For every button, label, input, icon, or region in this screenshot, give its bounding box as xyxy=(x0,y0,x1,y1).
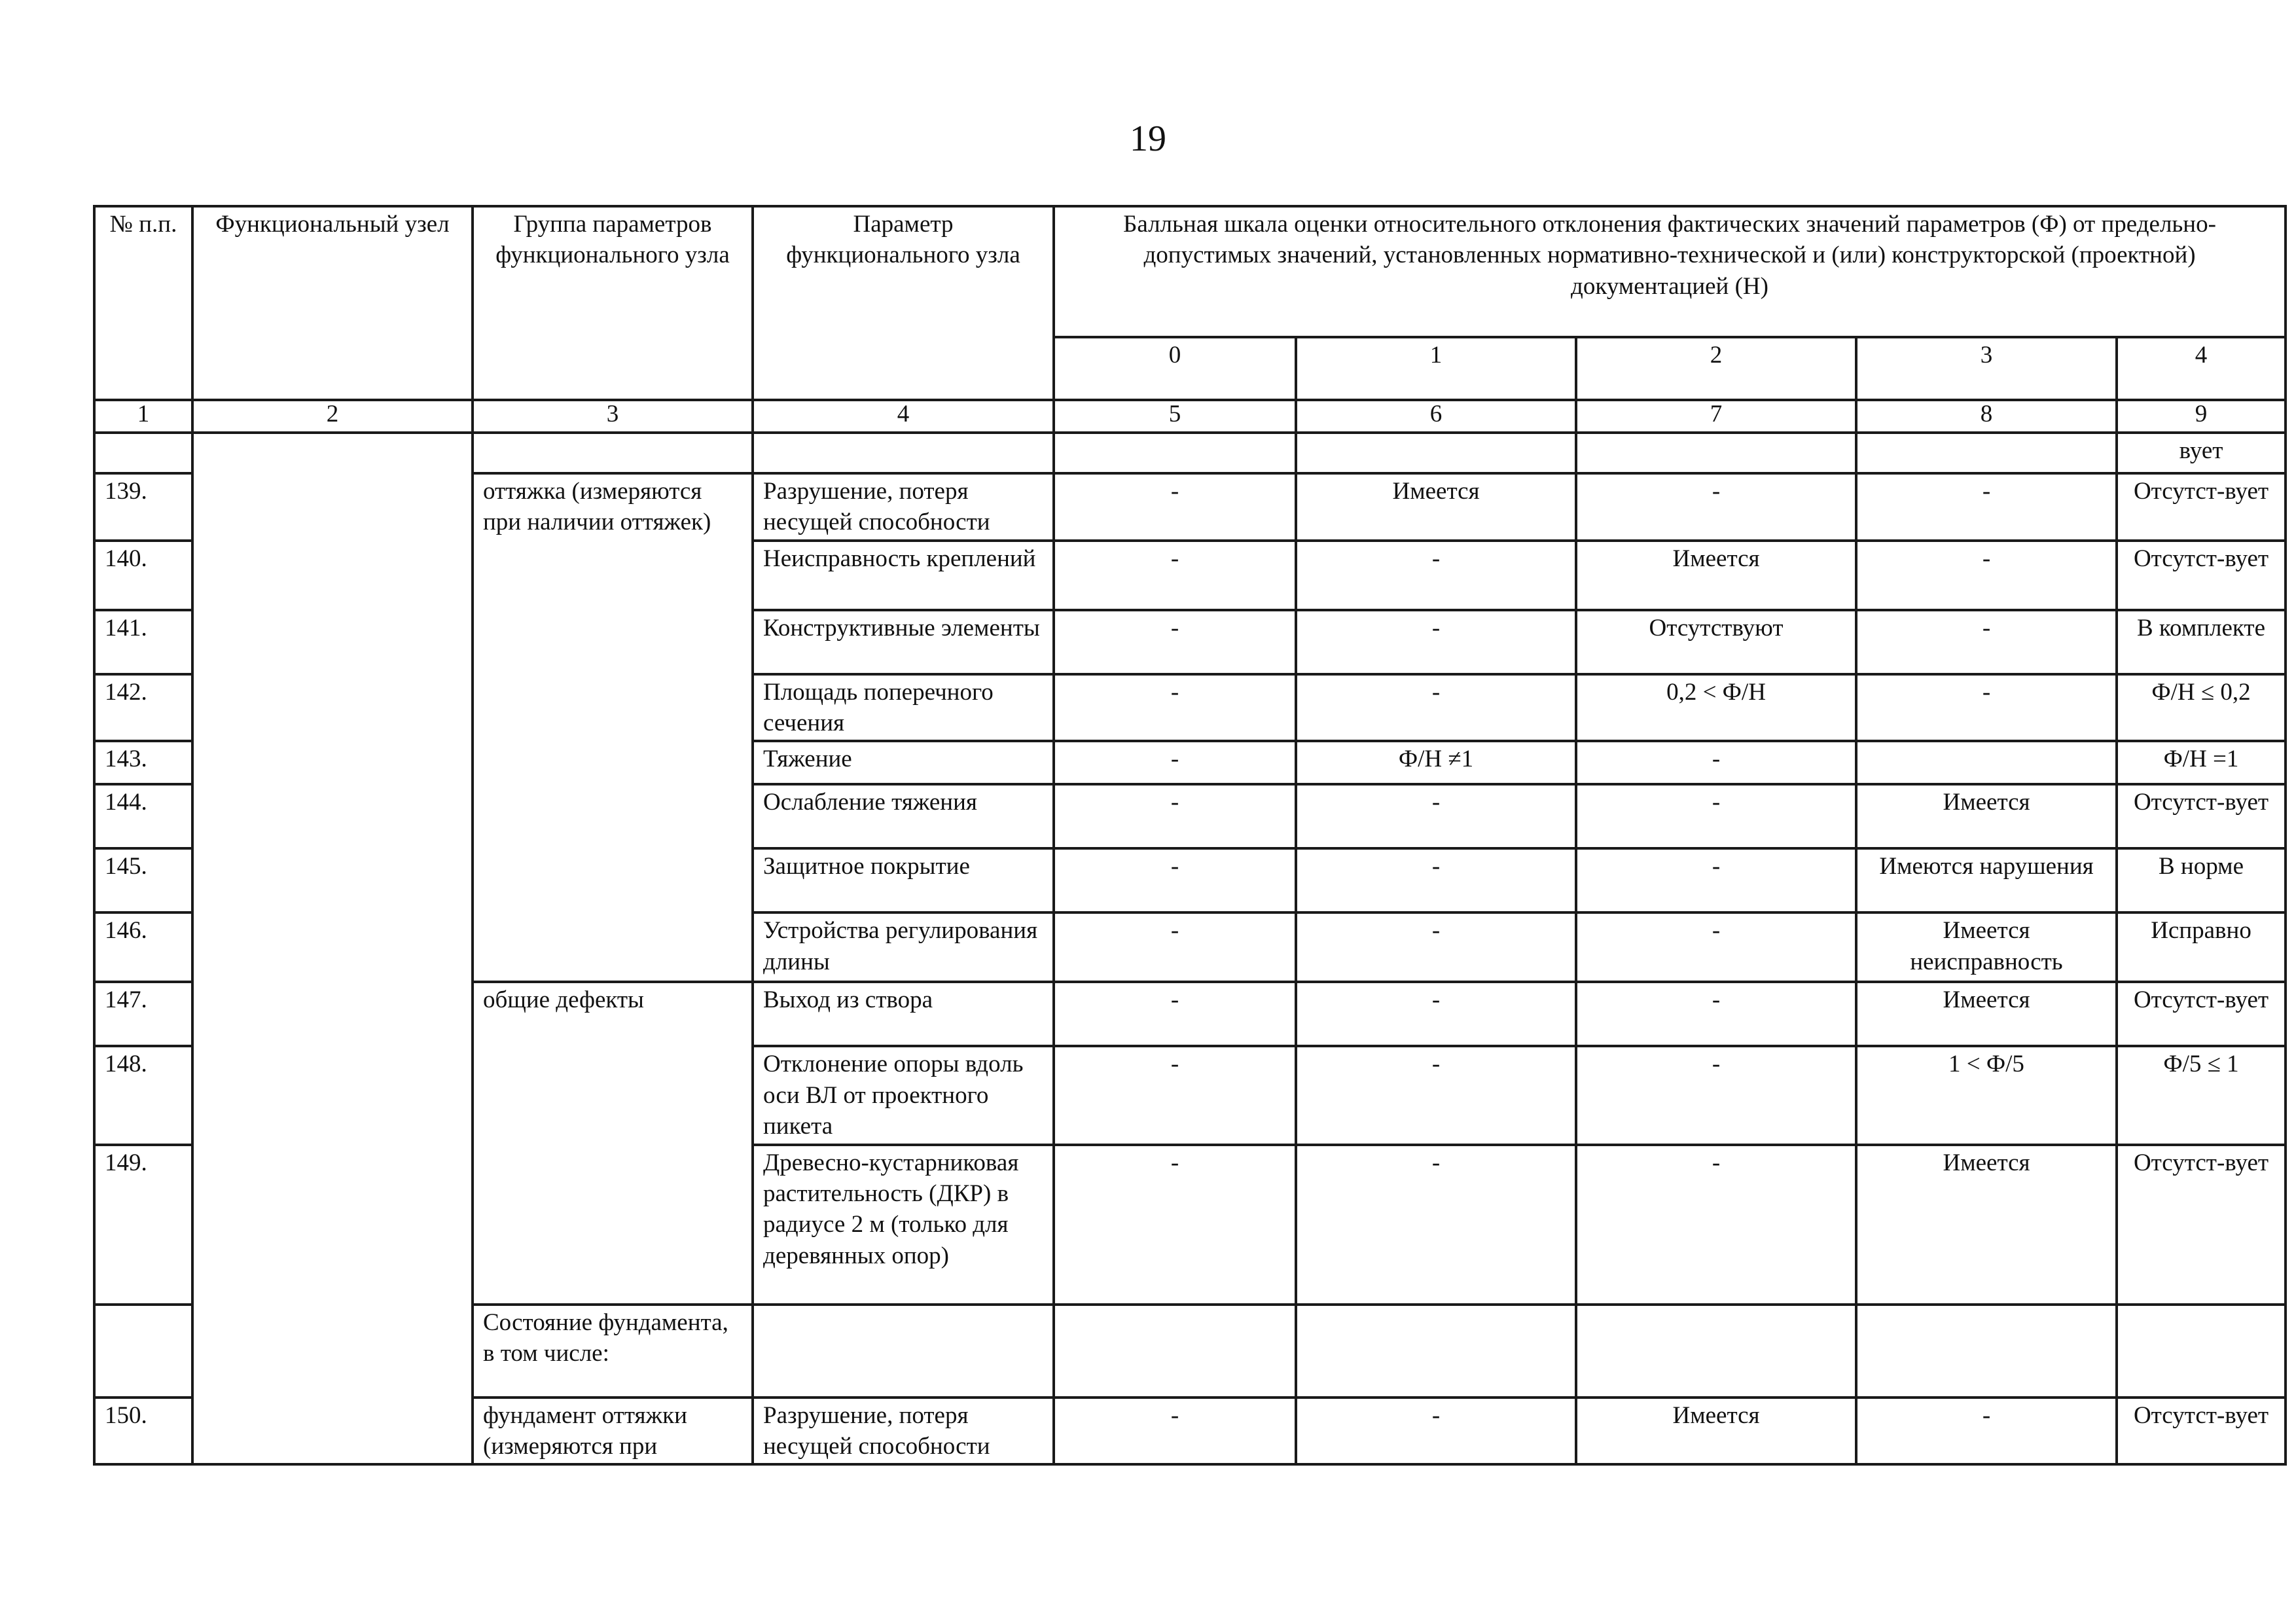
score-4-cell: В норме xyxy=(2117,848,2286,912)
param-cell: Выход из створа xyxy=(753,982,1054,1046)
score-0-cell: - xyxy=(1054,541,1296,610)
score-3-cell: - xyxy=(1856,541,2117,610)
header-group: Группа параметров функционального узла xyxy=(473,206,753,400)
row-number: 149. xyxy=(94,1145,192,1305)
score-3-cell: Имеется неисправность xyxy=(1856,912,2117,982)
score-0-cell: - xyxy=(1054,784,1296,848)
param-cell: Площадь поперечного сечения xyxy=(753,674,1054,742)
row-number: 146. xyxy=(94,912,192,982)
column-index-row xyxy=(94,400,2286,433)
score-4-cell: Отсутст-вует xyxy=(2117,784,2286,848)
score-0: 0 xyxy=(1054,337,1296,400)
score-2-cell: - xyxy=(1576,473,1856,541)
param-cell: Устройства регулирования длины xyxy=(753,912,1054,982)
index-cell: 5 xyxy=(1054,400,1296,433)
score-3-cell xyxy=(1856,741,2117,784)
score-0-cell: - xyxy=(1054,674,1296,742)
page-number: 19 xyxy=(1130,118,1166,159)
score-0-cell: - xyxy=(1054,1046,1296,1144)
param-cell: Разрушение, потеря несущей способности xyxy=(753,1398,1054,1465)
score-1-cell: - xyxy=(1296,610,1576,674)
param-cell: Тяжение xyxy=(753,741,1054,784)
row-number: 143. xyxy=(94,741,192,784)
score-1-cell: Ф/Н ≠1 xyxy=(1296,741,1576,784)
score-2-cell: 0,2 < Ф/Н xyxy=(1576,674,1856,742)
row-number: 148. xyxy=(94,1046,192,1144)
index-cell: 7 xyxy=(1576,400,1856,433)
row-number: 142. xyxy=(94,674,192,742)
header-num: № п.п. xyxy=(94,206,192,400)
group-cell: фундамент оттяжки (измеряются при xyxy=(473,1398,753,1465)
param-cell: Отклонение опоры вдоль оси ВЛ от проектного пикета xyxy=(753,1046,1054,1144)
index-cell: 4 xyxy=(753,400,1054,433)
score-4-cell: Отсутст-вует xyxy=(2117,982,2286,1046)
score-1-cell: - xyxy=(1296,1046,1576,1144)
score-1-cell: Имеется xyxy=(1296,473,1576,541)
group-cell: общие дефекты xyxy=(473,982,753,1304)
score-2-cell: Имеется xyxy=(1576,541,1856,610)
score-1-cell: - xyxy=(1296,912,1576,982)
score-2-cell: - xyxy=(1576,1145,1856,1305)
score-2-cell: Имеется xyxy=(1576,1398,1856,1465)
score-1-cell: - xyxy=(1296,784,1576,848)
score-0-cell: - xyxy=(1054,1398,1296,1465)
score-4-cell: В комплекте xyxy=(2117,610,2286,674)
score-3-cell: 1 < Ф/5 xyxy=(1856,1046,2117,1144)
index-cell: 6 xyxy=(1296,400,1576,433)
index-cell: 8 xyxy=(1856,400,2117,433)
score-4-cell: Ф/Н =1 xyxy=(2117,741,2286,784)
index-cell: 3 xyxy=(473,400,753,433)
param-cell: Разрушение, потеря несущей способности xyxy=(753,473,1054,541)
score-0-cell: - xyxy=(1054,473,1296,541)
row-number: 139. xyxy=(94,473,192,541)
score-0-cell: - xyxy=(1054,610,1296,674)
header-node: Функциональный узел xyxy=(192,206,473,400)
score-4-cell: вует xyxy=(2117,433,2286,473)
index-cell: 1 xyxy=(94,400,192,433)
score-2-cell: - xyxy=(1576,1046,1856,1144)
header-scale: Балльная шкала оценки относительного отклонения фактических значений параметров (Ф) от предельно-допустимых значений, установленных нормативно-технической и (или) конструкторской (проектной) документацией (Н) xyxy=(1054,206,2286,337)
score-2-cell: - xyxy=(1576,741,1856,784)
score-2-cell: - xyxy=(1576,784,1856,848)
score-1-cell: - xyxy=(1296,1398,1576,1465)
score-4-cell: Отсутст-вует xyxy=(2117,1398,2286,1465)
score-2-cell: Отсутствуют xyxy=(1576,610,1856,674)
row-number: 141. xyxy=(94,610,192,674)
score-4-cell: Отсутст-вует xyxy=(2117,541,2286,610)
index-cell: 2 xyxy=(192,400,473,433)
assessment-table xyxy=(93,205,2287,1466)
table-row xyxy=(94,433,2286,473)
param-cell: Конструктивные элементы xyxy=(753,610,1054,674)
score-3-cell: - xyxy=(1856,473,2117,541)
score-2-cell: - xyxy=(1576,912,1856,982)
score-0-cell: - xyxy=(1054,848,1296,912)
score-3-cell: Имеется xyxy=(1856,784,2117,848)
score-2: 2 xyxy=(1576,337,1856,400)
score-1-cell: - xyxy=(1296,848,1576,912)
param-cell: Неисправность креплений xyxy=(753,541,1054,610)
score-3-cell: - xyxy=(1856,674,2117,742)
param-cell: Древесно-кустарниковая растительность (ДКР) в радиусе 2 м (только для деревянных опор) xyxy=(753,1145,1054,1305)
row-number: 145. xyxy=(94,848,192,912)
score-3: 3 xyxy=(1856,337,2117,400)
score-3-cell: Имеется xyxy=(1856,982,2117,1046)
header-param: Параметр функционального узла xyxy=(753,206,1054,400)
score-1-cell: - xyxy=(1296,541,1576,610)
score-4: 4 xyxy=(2117,337,2286,400)
row-number: 144. xyxy=(94,784,192,848)
group-cell: оттяжка (измеряются при наличии оттяжек) xyxy=(473,473,753,982)
row-number: 140. xyxy=(94,541,192,610)
score-0-cell: - xyxy=(1054,912,1296,982)
score-3-cell: - xyxy=(1856,610,2117,674)
node-cell-empty xyxy=(192,433,473,1464)
score-4-cell: Ф/5 ≤ 1 xyxy=(2117,1046,2286,1144)
score-3-cell: - xyxy=(1856,1398,2117,1465)
score-1-cell: - xyxy=(1296,982,1576,1046)
score-2-cell: - xyxy=(1576,982,1856,1046)
score-0-cell: - xyxy=(1054,1145,1296,1305)
group-cell: Состояние фундамента, в том числе: xyxy=(473,1305,753,1398)
score-1-cell: - xyxy=(1296,1145,1576,1305)
header-row xyxy=(94,206,2286,337)
param-cell: Защитное покрытие xyxy=(753,848,1054,912)
score-0-cell: - xyxy=(1054,982,1296,1046)
score-1-cell: - xyxy=(1296,674,1576,742)
index-cell: 9 xyxy=(2117,400,2286,433)
score-4-cell: Ф/Н ≤ 0,2 xyxy=(2117,674,2286,742)
score-2-cell: - xyxy=(1576,848,1856,912)
row-number: 150. xyxy=(94,1398,192,1465)
score-4-cell: Отсутст-вует xyxy=(2117,473,2286,541)
score-4-cell: Отсутст-вует xyxy=(2117,1145,2286,1305)
score-1: 1 xyxy=(1296,337,1576,400)
score-3-cell: Имеются нарушения xyxy=(1856,848,2117,912)
param-cell: Ослабление тяжения xyxy=(753,784,1054,848)
score-3-cell: Имеется xyxy=(1856,1145,2117,1305)
score-0-cell: - xyxy=(1054,741,1296,784)
score-4-cell: Исправно xyxy=(2117,912,2286,982)
row-number: 147. xyxy=(94,982,192,1046)
